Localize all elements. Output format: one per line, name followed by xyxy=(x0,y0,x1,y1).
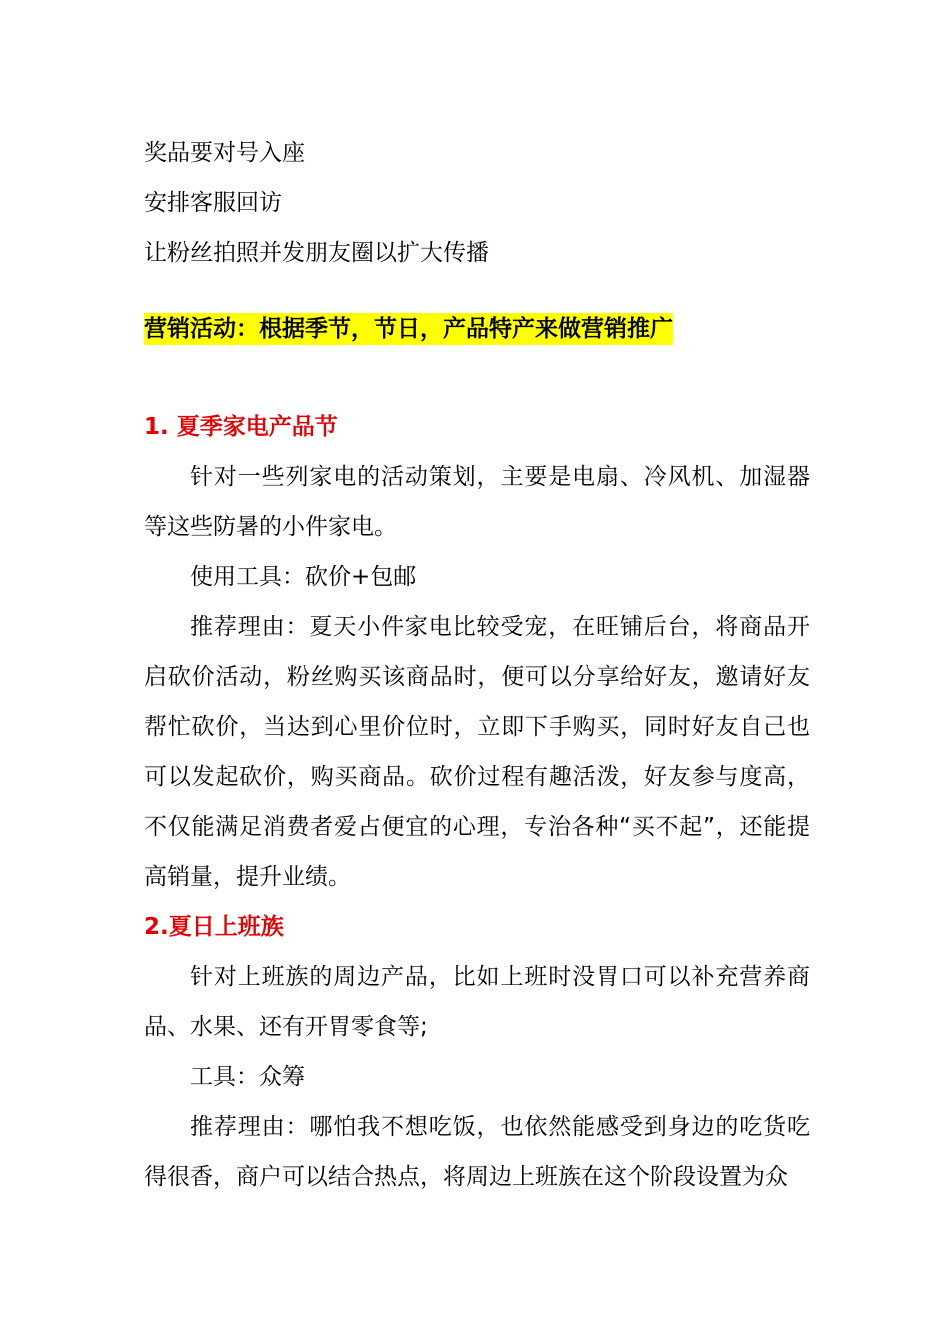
intro-line: 安排客服回访 xyxy=(144,190,282,216)
document-page xyxy=(144,128,810,1202)
section-2-description: 针对上班族的周边产品，比如上班时没胃口可以补充营养商品、水果、还有开胃零食等; xyxy=(144,964,810,1040)
section-1-reason: 推荐理由：夏天小件家电比较受宠，在旺铺后台，将商品开启砍价活动，粉丝购买该商品时，便可以分享给好友，邀请好友帮忙砍价，当达到心里价位时，立即下手购买，同时好友自己也可以发起砍价，购买商品。砍价过程有趣活泼，好友参与度高，不仅能满足消费者爱占便宜的心理，专治各种“买不起”，还能提高销量，提升业绩。 xyxy=(144,614,810,890)
section-heading-2: 2.夏日上班族 xyxy=(144,914,284,940)
section-2-reason: 推荐理由：哪怕我不想吃饭，也依然能感受到身边的吃货吃得很香，商户可以结合热点，将周边上班族在这个阶段设置为众 xyxy=(144,1114,810,1190)
section-2-tool: 工具：众筹 xyxy=(190,1064,305,1090)
intro-line: 让粉丝拍照并发朋友圈以扩大传播 xyxy=(144,240,489,266)
section-1-tool: 使用工具：砍价+包邮 xyxy=(190,564,417,590)
highlighted-heading: 营销活动：根据季节，节日，产品特产来做营销推广 xyxy=(144,313,673,345)
highlight-line xyxy=(144,304,810,354)
section-heading-1: 1. 夏季家电产品节 xyxy=(144,414,338,440)
intro-line: 奖品要对号入座 xyxy=(144,140,305,166)
section-1-description: 针对一些列家电的活动策划，主要是电扇、冷风机、加湿器等这些防暑的小件家电。 xyxy=(144,464,810,540)
